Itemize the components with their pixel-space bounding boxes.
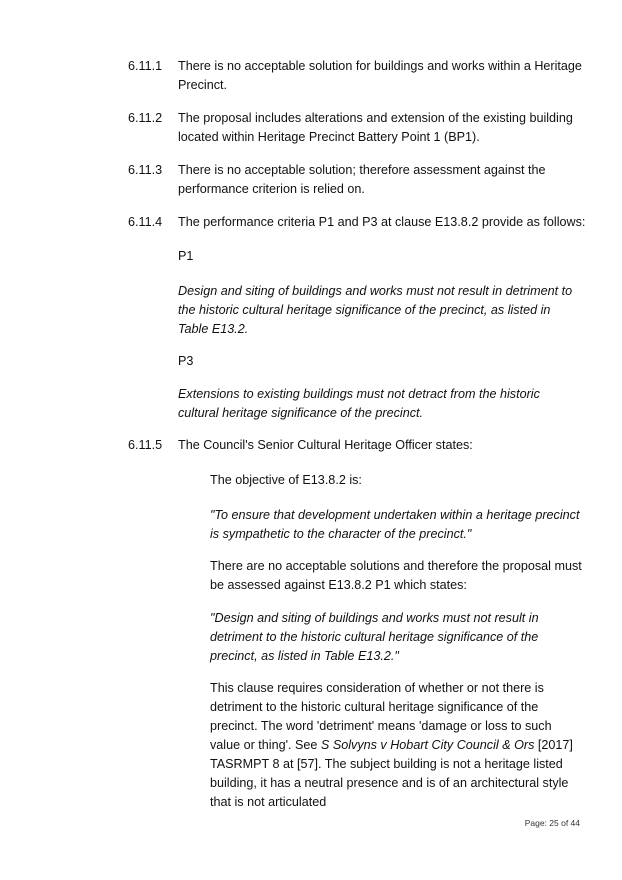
clause-discussion: [210, 679, 585, 812]
clause-text-part2: [2017] TASRMPT 8 at [57]. The subject building is not a heritage listed building, it has a neutral presence and is of an architectural style that is not articulated: [210, 738, 573, 809]
objective-quote: "To ensure that development undertaken within a heritage precinct is sympathetic to the character of the precinct.": [210, 508, 580, 541]
paragraph-text: There is no acceptable solution for buildings and works within a Heritage Precinct.: [178, 59, 582, 92]
paragraph-number: 6.11.3: [128, 163, 163, 177]
criterion-text-p1: Design and siting of buildings and works must not result in detriment to the historic cultural heritage significance of the precinct, as listed in Table E13.2.: [178, 284, 573, 336]
criterion-label-p1: P1: [178, 249, 194, 263]
paragraph-number: 6.11.4: [128, 215, 163, 229]
criterion-text-p3: Extensions to existing buildings must not detract from the historic cultural heritage significance of the precinct.: [178, 387, 540, 420]
p1-quote: "Design and siting of buildings and works must not result in detriment to the historic cultural heritage significance of the precinct, as listed in Table E13.2.": [210, 611, 539, 663]
paragraph-text: There is no acceptable solution; therefore assessment against the performance criterion is relied on.: [178, 163, 546, 196]
paragraph-text: The proposal includes alterations and extension of the existing building located within Heritage Precinct Battery Point 1 (BP1).: [178, 111, 573, 144]
objective-intro: The objective of E13.8.2 is:: [210, 473, 362, 487]
paragraph-number: 6.11.2: [128, 111, 163, 125]
criterion-label-p3: P3: [178, 354, 194, 368]
paragraph-text: The Council's Senior Cultural Heritage Officer states:: [178, 438, 473, 452]
page-number-footer: Page: 25 of 44: [524, 818, 580, 828]
paragraph-number: 6.11.5: [128, 438, 163, 452]
case-name: S Solvyns v Hobart City Council & Ors: [320, 738, 535, 752]
paragraph-number: 6.11.1: [128, 59, 163, 73]
assessment-text: There are no acceptable solutions and therefore the proposal must be assessed against E13.8.2 P1 which states:: [210, 559, 582, 592]
clause-text-part1: This clause requires consideration of whether or not there is detriment to the historic cultural heritage significance of the precinct. The word 'detriment' means 'damage or loss to such value or thing'. See: [210, 681, 552, 752]
paragraph-text: The performance criteria P1 and P3 at clause E13.8.2 provide as follows:: [178, 215, 586, 229]
